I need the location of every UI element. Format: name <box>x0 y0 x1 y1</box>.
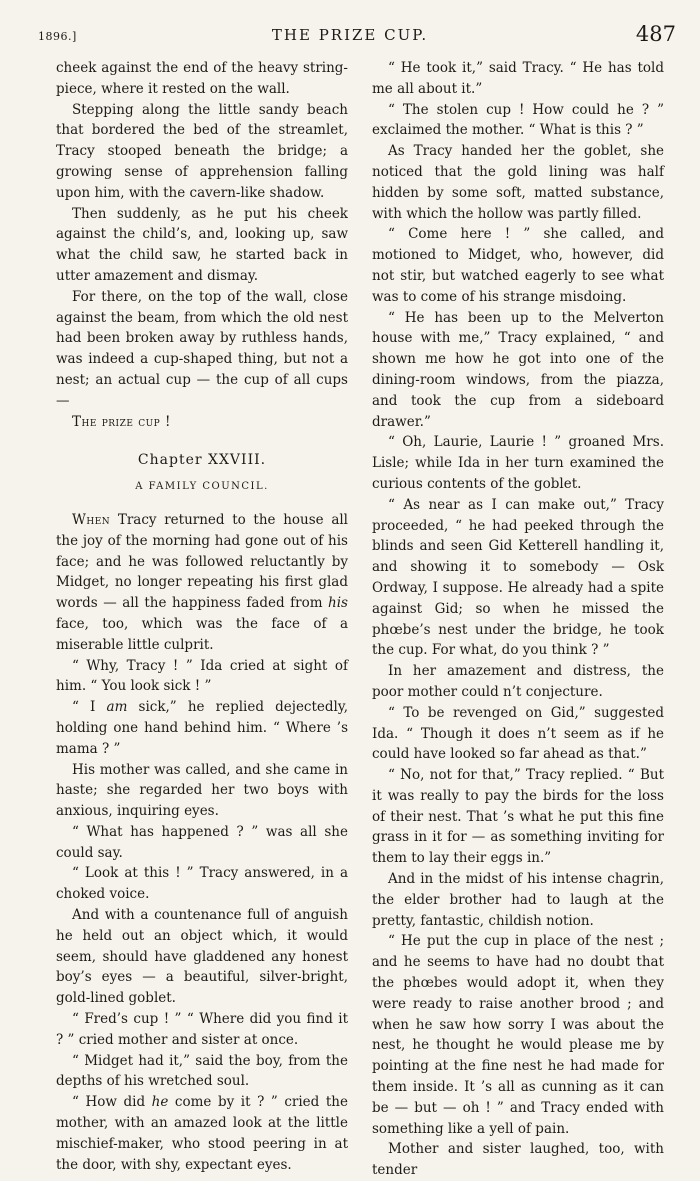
paragraph: And with a countenance full of anguish he held out an object which, it would seem, should have gladdened any honest boy’s eyes — a beautiful, silver-bright, gold-lined goblet. <box>56 907 348 1007</box>
emphasis: his <box>328 595 348 612</box>
running-header <box>20 22 680 52</box>
paragraph: For there, on the top of the wall, close against the beam, from which the old nest had been broken away by ruthless hands, was indeed a cup-shaped thing, but not a nest; an actual cup — the cup of all cups — <box>56 288 348 409</box>
chapter-subtitle: A FAMILY COUNCIL. <box>135 481 269 493</box>
paragraph <box>56 510 348 656</box>
text-run: face, too, which was the face of a miserable little culprit. <box>56 615 348 653</box>
text-run: sick,” he replied dejectedly, holding one hand behind him. “ Where ’s mama ? ” <box>56 699 348 757</box>
text-run: come by it ? ” cried the mother, with an amazed look at the little mischief-maker, who stood peering in at the door, with shy, expectant eyes. <box>56 1094 348 1173</box>
paragraph: Mother and sister laughed, too, with tender <box>372 1141 664 1179</box>
issue-date: 1896.] <box>38 30 77 43</box>
paragraph: “ Oh, Laurie, Laurie ! ” groaned Mrs. Lisle; while Ida in her turn examined the curious contents of the goblet. <box>372 434 664 492</box>
chapter-heading: Chapter XXVIII. <box>137 452 267 469</box>
emphasis: am <box>106 699 128 716</box>
paragraph: Then suddenly, as he put his cheek against the child’s, and, looking up, saw what the child saw, he started back in utter amazement and dismay. <box>56 205 348 284</box>
emphasis: he <box>151 1094 169 1111</box>
paragraph: “ He put the cup in place of the nest ; and he seems to have had no doubt that the phœbes would adopt it, when they were ready to raise another brood ; and when he saw how sorry I was about the nest, he thought he would please me by pointing at the fine nest he had made for them inside. It ’s all as cunning as it can be — but — oh ! ” and Tracy ended with something like a yell of pain. <box>372 933 664 1137</box>
paragraph: cheek against the end of the heavy string-piece, where it rested on the wall. <box>56 60 348 97</box>
paragraph <box>56 697 348 759</box>
paragraph: “ Midget had it,” said the boy, from the depths of his wretched soul. <box>56 1052 348 1090</box>
paragraph: His mother was called, and she came in haste; she regarded her two boys with anxious, inquiring eyes. <box>56 761 348 820</box>
paragraph <box>56 1092 348 1175</box>
paragraph: “ Fred’s cup ! ” “ Where did you find it ? ” cried mother and sister at once. <box>56 1011 348 1048</box>
paragraph: “ Look at this ! ” Tracy answered, in a choked voice. <box>56 865 348 903</box>
paragraph: “ Come here ! ” she called, and motioned to Midget, who, however, did not stir, but watched eagerly to see what was to come of his strange misdoing. <box>372 226 664 305</box>
paragraph: “ The stolen cup ! How could he ? ” exclaimed the mother. “ What is this ? ” <box>372 101 664 139</box>
paragraph: Stepping along the little sandy beach that bordered the bed of the streamlet, Tracy stooped beneath the bridge; a growing sense of apprehension falling upon him, with the cavern-like shadow. <box>56 101 348 201</box>
page-number: 487 <box>635 22 676 46</box>
paragraph: “ What has happened ? ” was all she could say. <box>56 823 348 861</box>
text-run: “ I <box>72 699 107 716</box>
lead-word: When <box>72 511 111 528</box>
right-column <box>372 58 664 1181</box>
text-run: Tracy returned to the house all the joy of the morning had gone out of his face; and he was followed reluctantly by Midget, no longer repeating his first glad words — all the happiness faded from <box>56 511 348 612</box>
paragraph: “ Why, Tracy ! ” Ida cried at sight of him. “ You look sick ! ” <box>56 657 348 695</box>
paragraph: The prize cup ! <box>72 413 171 430</box>
paragraph: And in the midst of his intense chagrin, the elder brother had to laugh at the pretty, fantastic, childish notion. <box>372 871 664 929</box>
paragraph: “ To be revenged on Gid,” suggested Ida. “ Though it does n’t seem as if he could have looked so far ahead as that.” <box>372 704 664 763</box>
text-run: “ How did <box>72 1094 152 1111</box>
paragraph: In her amazement and distress, the poor mother could n’t conjecture. <box>372 663 664 700</box>
paragraph: “ No, not for that,” Tracy replied. “ But it was really to pay the birds for the loss of their nest. That ’s what he put this fine grass in it for — as something inviting for them to lay their eggs in.” <box>372 767 664 867</box>
paragraph: “ He took it,” said Tracy. “ He has told me all about it.” <box>372 60 664 97</box>
left-column <box>56 58 348 1175</box>
paragraph: “ As near as I can make out,” Tracy proceeded, “ he had peeked through the blinds and seen Gid Ketterell handling it, and showing it to somebody — Osk Ordway, I suppose. He already had a spite against Gid; so when he missed the phœbe’s nest under the bridge, he took the cup. For what, do you think ? ” <box>372 496 664 659</box>
paragraph: “ He has been up to the Melverton house with me,” Tracy explained, “ and shown me how he got into one of the dining-room windows, from the piazza, and took the cup from a sideboard drawer.” <box>372 309 664 430</box>
paragraph: As Tracy handed her the goblet, she noticed that the gold lining was half hidden by some soft, matted substance, with which the hollow was partly filled. <box>372 143 664 222</box>
running-title: THE PRIZE CUP. <box>271 26 429 44</box>
